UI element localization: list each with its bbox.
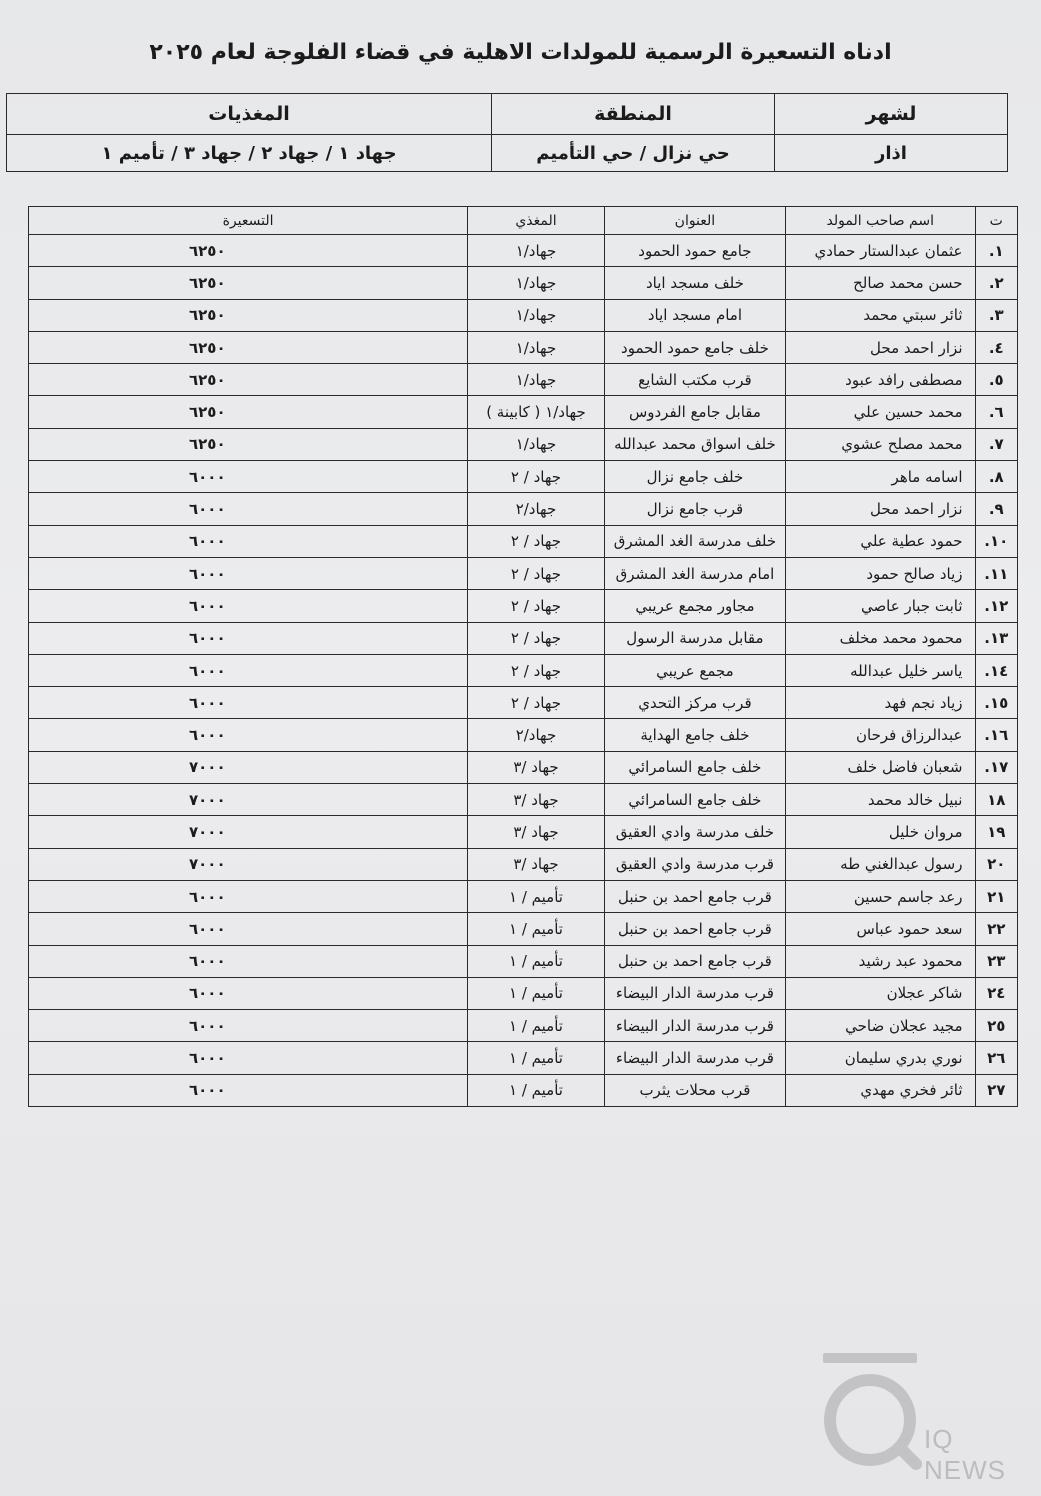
- feeder-cell: جهاد/٢: [468, 493, 605, 525]
- price-cell: ٦٠٠٠: [29, 719, 468, 751]
- generators-table: [28, 206, 1018, 1107]
- feeder-cell: تأميم / ١: [468, 977, 605, 1009]
- price-cell: ٦٠٠٠: [29, 1074, 468, 1106]
- row-number-cell: ٢٤: [975, 977, 1018, 1009]
- price-cell: ٦٠٠٠: [29, 493, 468, 525]
- table-row: [29, 1010, 1018, 1042]
- feeder-cell: جهاد / ٢: [468, 622, 605, 654]
- table-row: [29, 945, 1018, 977]
- row-number-cell: ٢٦: [975, 1042, 1018, 1074]
- feeder-cell: جهاد / ٢: [468, 654, 605, 686]
- address-cell: خلف جامع حمود الحمود: [604, 331, 785, 363]
- feeder-cell: جهاد /٣: [468, 848, 605, 880]
- owner-name-cell: نزار احمد محل: [786, 331, 975, 363]
- address-cell: مقابل جامع الفردوس: [604, 396, 785, 428]
- owner-name-cell: نبيل خالد محمد: [786, 784, 975, 816]
- row-number-cell: ١١.: [975, 557, 1018, 589]
- feeder-cell: جهاد/١: [468, 364, 605, 396]
- row-number-cell: ١٩: [975, 816, 1018, 848]
- owner-name-cell: رعد جاسم حسين: [786, 880, 975, 912]
- table-row: [29, 719, 1018, 751]
- price-cell: ٦٢٥٠: [29, 267, 468, 299]
- price-cell: ٦٢٥٠: [29, 331, 468, 363]
- address-cell: خلف مدرسة وادي العقيق: [604, 816, 785, 848]
- row-number-cell: ٥.: [975, 364, 1018, 396]
- address-cell: خلف جامع نزال: [604, 461, 785, 493]
- price-cell: ٧٠٠٠: [29, 751, 468, 783]
- summary-header-row: [7, 94, 1008, 135]
- document-title: ادناه التسعيرة الرسمية للمولدات الاهلية في قضاء الفلوجة لعام ٢٠٢٥: [149, 40, 892, 65]
- row-number-cell: ٢٢: [975, 913, 1018, 945]
- owner-name-cell: شاكر عجلان: [786, 977, 975, 1009]
- address-cell: قرب جامع احمد بن حنبل: [604, 913, 785, 945]
- address-cell: قرب جامع نزال: [604, 493, 785, 525]
- price-cell: ٦٠٠٠: [29, 590, 468, 622]
- owner-name-cell: رسول عبدالغني طه: [786, 848, 975, 880]
- owner-name-cell: زياد نجم فهد: [786, 687, 975, 719]
- row-number-cell: ٢٣: [975, 945, 1018, 977]
- summary-header-feeders: المغذيات: [7, 94, 492, 135]
- watermark-text: IQ NEWS: [924, 1424, 1006, 1485]
- feeder-cell: جهاد/١: [468, 299, 605, 331]
- price-cell: ٦٢٥٠: [29, 299, 468, 331]
- address-cell: مجمع عريبي: [604, 654, 785, 686]
- feeder-cell: تأميم / ١: [468, 945, 605, 977]
- address-cell: قرب مدرسة الدار البيضاء: [604, 1010, 785, 1042]
- price-cell: ٦٠٠٠: [29, 687, 468, 719]
- table-row: [29, 364, 1018, 396]
- owner-name-cell: محمود محمد مخلف: [786, 622, 975, 654]
- table-body: [29, 235, 1018, 1107]
- row-number-cell: ٨.: [975, 461, 1018, 493]
- price-cell: ٦٠٠٠: [29, 880, 468, 912]
- table-row: [29, 396, 1018, 428]
- table-row: [29, 590, 1018, 622]
- table-row: [29, 816, 1018, 848]
- feeder-cell: جهاد/١: [468, 331, 605, 363]
- row-number-cell: ١٨: [975, 784, 1018, 816]
- row-number-cell: ١٠.: [975, 525, 1018, 557]
- address-cell: قرب جامع احمد بن حنبل: [604, 880, 785, 912]
- table-row: [29, 687, 1018, 719]
- feeder-cell: تأميم / ١: [468, 913, 605, 945]
- row-number-cell: ١٣.: [975, 622, 1018, 654]
- price-cell: ٦٠٠٠: [29, 913, 468, 945]
- owner-name-cell: ثائر فخري مهدي: [786, 1074, 975, 1106]
- owner-name-cell: مروان خليل: [786, 816, 975, 848]
- table-row: [29, 751, 1018, 783]
- price-cell: ٦٠٠٠: [29, 557, 468, 589]
- row-number-cell: ٤.: [975, 331, 1018, 363]
- price-cell: ٦٠٠٠: [29, 461, 468, 493]
- owner-name-cell: ثائر سبتي محمد: [786, 299, 975, 331]
- owner-name-cell: عبدالرزاق فرحان: [786, 719, 975, 751]
- owner-name-cell: محمد حسين علي: [786, 396, 975, 428]
- summary-area-value: حي نزال / حي التأميم: [492, 135, 775, 172]
- owner-name-cell: اسامه ماهر: [786, 461, 975, 493]
- feeder-cell: جهاد / ٢: [468, 590, 605, 622]
- price-cell: ٦٠٠٠: [29, 525, 468, 557]
- owner-name-cell: مصطفى رافد عبود: [786, 364, 975, 396]
- feeder-cell: تأميم / ١: [468, 1074, 605, 1106]
- address-cell: قرب جامع احمد بن حنبل: [604, 945, 785, 977]
- price-cell: ٦٠٠٠: [29, 622, 468, 654]
- owner-name-cell: ثابت جبار عاصي: [786, 590, 975, 622]
- address-cell: خلف جامع الهداية: [604, 719, 785, 751]
- price-cell: ٦٠٠٠: [29, 945, 468, 977]
- table-row: [29, 299, 1018, 331]
- address-cell: خلف مسجد اياد: [604, 267, 785, 299]
- owner-name-cell: نزار احمد محل: [786, 493, 975, 525]
- row-number-cell: ٢١: [975, 880, 1018, 912]
- row-number-cell: ١.: [975, 235, 1018, 267]
- address-cell: مقابل مدرسة الرسول: [604, 622, 785, 654]
- table-row: [29, 977, 1018, 1009]
- table-row: [29, 493, 1018, 525]
- feeder-cell: تأميم / ١: [468, 1042, 605, 1074]
- owner-name-cell: شعبان فاضل خلف: [786, 751, 975, 783]
- summary-value-row: [7, 135, 1008, 172]
- table-row: [29, 880, 1018, 912]
- summary-month-value: اذار: [775, 135, 1008, 172]
- address-cell: قرب مدرسة الدار البيضاء: [604, 1042, 785, 1074]
- feeder-cell: تأميم / ١: [468, 1010, 605, 1042]
- column-header-price: التسعيرة: [29, 207, 468, 235]
- table-row: [29, 1074, 1018, 1106]
- feeder-cell: جهاد / ٢: [468, 525, 605, 557]
- price-cell: ٧٠٠٠: [29, 816, 468, 848]
- table-row: [29, 1042, 1018, 1074]
- table-header-row: [29, 207, 1018, 235]
- owner-name-cell: ياسر خليل عبدالله: [786, 654, 975, 686]
- table-row: [29, 267, 1018, 299]
- summary-table: [6, 93, 1008, 172]
- address-cell: خلف جامع السامرائي: [604, 784, 785, 816]
- row-number-cell: ٢.: [975, 267, 1018, 299]
- price-cell: ٦٢٥٠: [29, 235, 468, 267]
- column-header-owner: اسم صاحب المولد: [786, 207, 975, 235]
- address-cell: امام مسجد اياد: [604, 299, 785, 331]
- price-cell: ٦٠٠٠: [29, 1042, 468, 1074]
- address-cell: قرب مكتب الشايع: [604, 364, 785, 396]
- row-number-cell: ٦.: [975, 396, 1018, 428]
- owner-name-cell: حمود عطية علي: [786, 525, 975, 557]
- table-row: [29, 913, 1018, 945]
- owner-name-cell: سعد حمود عباس: [786, 913, 975, 945]
- row-number-cell: ٣.: [975, 299, 1018, 331]
- table-row: [29, 525, 1018, 557]
- table-row: [29, 557, 1018, 589]
- price-cell: ٧٠٠٠: [29, 848, 468, 880]
- feeder-cell: جهاد /٣: [468, 816, 605, 848]
- owner-name-cell: مجيد عجلان ضاحي: [786, 1010, 975, 1042]
- table-row: [29, 622, 1018, 654]
- summary-feeders-value: جهاد ١ / جهاد ٢ / جهاد ٣ / تأميم ١: [7, 135, 492, 172]
- owner-name-cell: عثمان عبدالستار حمادي: [786, 235, 975, 267]
- owner-name-cell: محمد مصلح عشوي: [786, 428, 975, 460]
- feeder-cell: تأميم / ١: [468, 880, 605, 912]
- row-number-cell: ١٤.: [975, 654, 1018, 686]
- address-cell: خلف اسواق محمد عبدالله: [604, 428, 785, 460]
- column-header-number: ت: [975, 207, 1018, 235]
- row-number-cell: ١٧.: [975, 751, 1018, 783]
- summary-header-month: لشهر: [775, 94, 1008, 135]
- feeder-cell: جهاد / ٢: [468, 461, 605, 493]
- summary-header-area: المنطقة: [492, 94, 775, 135]
- price-cell: ٧٠٠٠: [29, 784, 468, 816]
- feeder-cell: جهاد/١: [468, 267, 605, 299]
- row-number-cell: ٩.: [975, 493, 1018, 525]
- owner-name-cell: محمود عبد رشيد: [786, 945, 975, 977]
- feeder-cell: جهاد /٣: [468, 751, 605, 783]
- address-cell: قرب مدرسة الدار البيضاء: [604, 977, 785, 1009]
- row-number-cell: ٢٠: [975, 848, 1018, 880]
- price-cell: ٦٠٠٠: [29, 1010, 468, 1042]
- address-cell: مجاور مجمع عريبي: [604, 590, 785, 622]
- row-number-cell: ١٥.: [975, 687, 1018, 719]
- owner-name-cell: نوري بدري سليمان: [786, 1042, 975, 1074]
- feeder-cell: جهاد /٣: [468, 784, 605, 816]
- address-cell: خلف جامع السامرائي: [604, 751, 785, 783]
- address-cell: خلف مدرسة الغد المشرق: [604, 525, 785, 557]
- column-header-feeder: المغذي: [468, 207, 605, 235]
- address-cell: قرب محلات يثرب: [604, 1074, 785, 1106]
- row-number-cell: ٧.: [975, 428, 1018, 460]
- table-row: [29, 461, 1018, 493]
- table-row: [29, 331, 1018, 363]
- table-row: [29, 235, 1018, 267]
- owner-name-cell: حسن محمد صالح: [786, 267, 975, 299]
- table-row: [29, 428, 1018, 460]
- owner-name-cell: زياد صالح حمود: [786, 557, 975, 589]
- column-header-address: العنوان: [604, 207, 785, 235]
- address-cell: قرب مدرسة وادي العقيق: [604, 848, 785, 880]
- price-cell: ٦٢٥٠: [29, 396, 468, 428]
- address-cell: امام مدرسة الغد المشرق: [604, 557, 785, 589]
- table-row: [29, 848, 1018, 880]
- price-cell: ٦٠٠٠: [29, 654, 468, 686]
- feeder-cell: جهاد/٢: [468, 719, 605, 751]
- address-cell: قرب مركز التحدي: [604, 687, 785, 719]
- row-number-cell: ١٦.: [975, 719, 1018, 751]
- table-row: [29, 654, 1018, 686]
- row-number-cell: ١٢.: [975, 590, 1018, 622]
- price-cell: ٦٢٥٠: [29, 428, 468, 460]
- feeder-cell: جهاد / ٢: [468, 687, 605, 719]
- feeder-cell: جهاد/١: [468, 428, 605, 460]
- row-number-cell: ٢٥: [975, 1010, 1018, 1042]
- table-row: [29, 784, 1018, 816]
- row-number-cell: ٢٧: [975, 1074, 1018, 1106]
- feeder-cell: جهاد/١: [468, 235, 605, 267]
- price-cell: ٦٠٠٠: [29, 977, 468, 1009]
- feeder-cell: جهاد/١ ( كابينة ): [468, 396, 605, 428]
- feeder-cell: جهاد / ٢: [468, 557, 605, 589]
- price-cell: ٦٢٥٠: [29, 364, 468, 396]
- address-cell: جامع حمود الحمود: [604, 235, 785, 267]
